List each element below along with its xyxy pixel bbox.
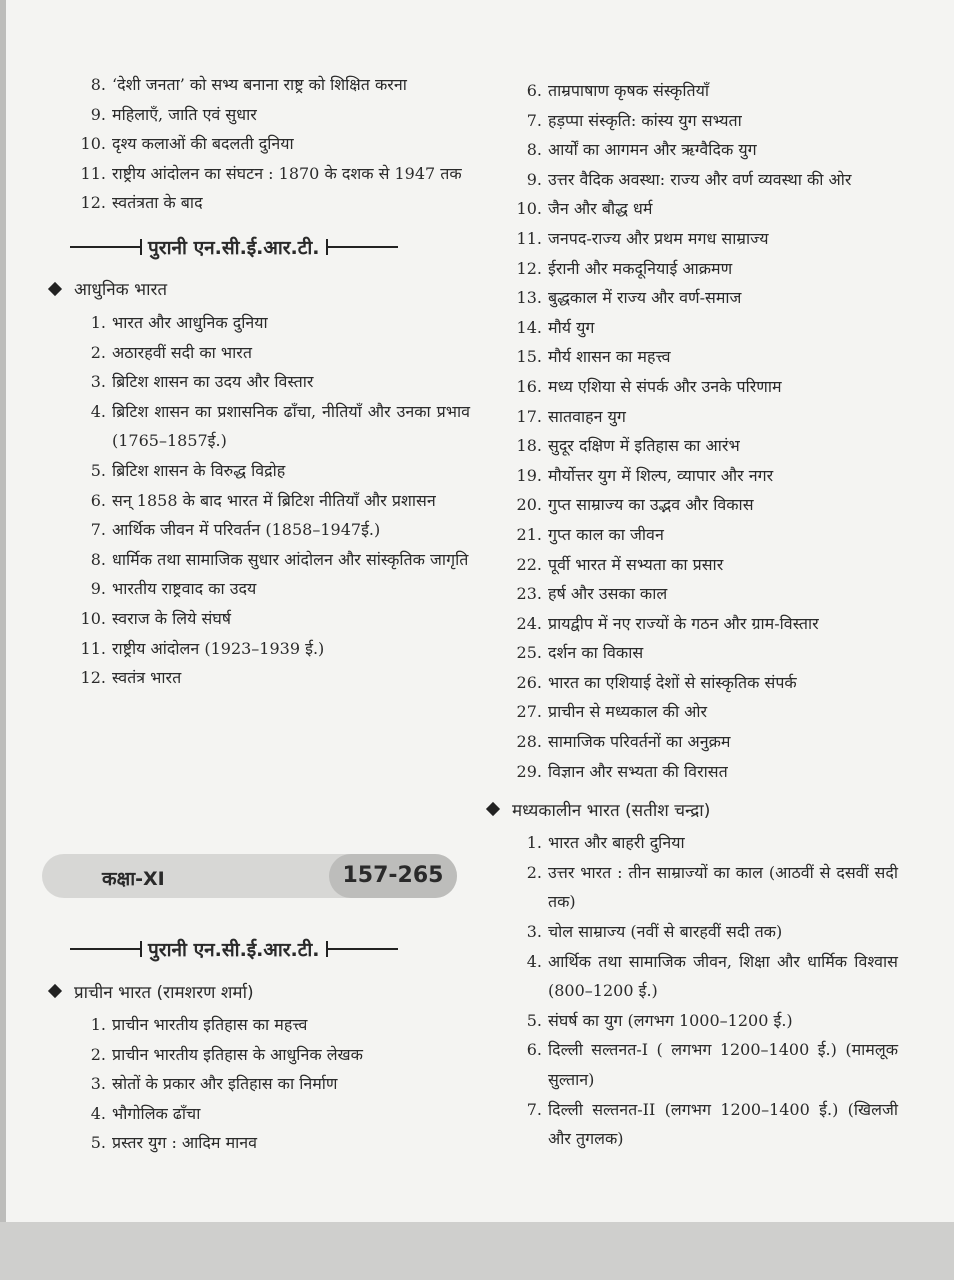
item-number: 11. — [80, 638, 106, 658]
list-item — [508, 947, 898, 1006]
item-number: 12. — [516, 258, 542, 278]
item-text: सामाजिक परिवर्तनों का अनुक्रम — [548, 732, 731, 752]
item-text: स्रोतों के प्रकार और इतिहास का निर्माण — [112, 1074, 338, 1094]
list-item — [508, 106, 898, 136]
item-text: अठारहवीं सदी का भारत — [112, 342, 252, 362]
list-item — [70, 188, 470, 218]
modern-india-list — [70, 308, 470, 693]
item-text: ब्रिटिश शासन का प्रशासनिक ढाँचा, नीतियाँ और उनका प्रभाव (1765–1857ई.) — [112, 401, 470, 451]
item-text: राष्ट्रीय आंदोलन (1923–1939 ई.) — [112, 638, 325, 658]
item-text: उत्तर भारत : तीन साम्राज्यों का काल (आठवीं से दसवीं सदी तक) — [548, 862, 898, 912]
section-header-old-ncert-2 — [70, 932, 470, 966]
heading-text: प्राचीन भारत (रामशरण शर्मा) — [74, 982, 254, 1003]
item-text: आर्थिक जीवन में परिवर्तन (1858–1947ई.) — [112, 520, 381, 540]
item-number: 6. — [526, 81, 542, 100]
item-number: 11. — [80, 163, 106, 183]
list-item — [508, 490, 898, 520]
list-item — [70, 129, 470, 159]
item-text: स्वतंत्र भारत — [112, 668, 182, 688]
page-bottom-background — [0, 1222, 954, 1280]
diamond-bullet-icon — [48, 282, 62, 296]
item-number: 3. — [90, 372, 106, 392]
list-item — [508, 224, 898, 254]
item-number: 3. — [90, 1074, 106, 1094]
list-item — [70, 159, 470, 189]
item-number: 5. — [90, 460, 106, 480]
item-text: हर्ष और उसका काल — [548, 584, 668, 604]
list-item — [508, 254, 898, 284]
item-text: सुदूर दक्षिण में इतिहास का आरंभ — [548, 436, 740, 456]
list-item — [508, 372, 898, 402]
item-text: प्रस्तर युग : आदिम मानव — [112, 1133, 258, 1153]
item-number: 18. — [516, 436, 542, 456]
item-text: स्वराज के लिये संघर्ष — [112, 608, 232, 628]
item-text: मौर्य शासन का महत्त्व — [548, 347, 671, 367]
list-item — [70, 515, 470, 545]
class-label: कक्षा-XI — [102, 868, 165, 890]
diamond-bullet-icon — [48, 984, 62, 998]
item-number: 22. — [516, 554, 542, 574]
item-number: 10. — [516, 199, 542, 219]
item-number: 8. — [526, 140, 542, 160]
list-item — [508, 727, 898, 757]
list-item — [508, 550, 898, 580]
item-number: 5. — [526, 1010, 542, 1030]
list-item — [70, 574, 470, 604]
list-item — [508, 1095, 898, 1154]
item-number: 10. — [80, 134, 106, 154]
heading-text: आधुनिक भारत — [74, 280, 168, 301]
list-item — [508, 135, 898, 165]
list-item — [508, 638, 898, 668]
item-text: दिल्ली सल्तनत-II (लगभग 1200–1400 ई.) (खिलजी और तुगलक) — [548, 1099, 898, 1149]
list-item — [70, 604, 470, 634]
item-number: 8. — [90, 75, 106, 94]
ancient-india-list-continued — [508, 76, 898, 786]
item-text: प्राचीन भारतीय इतिहास का महत्त्व — [112, 1015, 308, 1034]
item-text: स्वतंत्रता के बाद — [112, 193, 203, 213]
item-text: मौर्योत्तर युग में शिल्प, व्यापार और नगर — [548, 465, 774, 485]
item-text: विज्ञान और सभ्यता की विरासत — [548, 761, 728, 781]
item-number: 6. — [526, 1040, 542, 1060]
item-text: आर्थिक तथा सामाजिक जीवन, शिक्षा और धार्मिक विश्वास (800–1200 ई.) — [548, 951, 898, 1001]
item-number: 4. — [90, 401, 106, 421]
section-header-old-ncert-1 — [70, 230, 470, 264]
list-item — [508, 431, 898, 461]
item-text: सन् 1858 के बाद भारत में ब्रिटिश नीतियाँ और प्रशासन — [112, 490, 436, 510]
item-number: 9. — [90, 104, 106, 124]
item-number: 2. — [526, 862, 542, 882]
medieval-india-list — [508, 828, 898, 1154]
item-number: 1. — [90, 312, 106, 332]
item-text: भौगोलिक ढाँचा — [112, 1103, 201, 1123]
list-item — [70, 663, 470, 693]
list-item — [508, 342, 898, 372]
item-number: 13. — [516, 288, 542, 308]
item-text: दिल्ली सल्तनत-I ( लगभग 1200–1400 ई.) (मामलूक सुल्तान) — [548, 1040, 898, 1089]
list-item — [508, 520, 898, 550]
item-number: 15. — [516, 347, 542, 367]
diamond-bullet-icon — [486, 802, 500, 816]
item-number: 12. — [80, 668, 106, 688]
list-item — [70, 1128, 470, 1158]
list-item — [70, 367, 470, 397]
item-number: 2. — [90, 1044, 106, 1064]
ancient-india-list — [70, 1010, 470, 1158]
item-text: ‘देशी जनता’ को सभ्य बनाना राष्ट्र को शिक्षित करना — [112, 75, 407, 94]
item-text: ब्रिटिश शासन का उदय और विस्तार — [112, 372, 314, 392]
page-range-badge: 157-265 — [329, 854, 457, 898]
item-text: ईरानी और मकदूनियाई आक्रमण — [548, 258, 733, 278]
list-item — [508, 757, 898, 787]
item-number: 27. — [516, 702, 542, 722]
item-number: 12. — [80, 193, 106, 213]
item-text: गुप्त काल का जीवन — [548, 524, 664, 544]
item-text: प्राचीन से मध्यकाल की ओर — [548, 702, 708, 722]
item-number: 25. — [516, 643, 542, 663]
list-item — [508, 1006, 898, 1036]
heading-medieval-india — [484, 794, 898, 824]
item-number: 11. — [516, 228, 542, 248]
list-item — [508, 76, 898, 106]
item-text: मध्य एशिया से संपर्क और उनके परिणाम — [548, 376, 782, 396]
item-number: 26. — [516, 672, 542, 692]
item-text: गुप्त साम्राज्य का उद्भव और विकास — [548, 495, 754, 515]
item-number: 14. — [516, 317, 542, 337]
item-text: राष्ट्रीय आंदोलन का संघटन : 1870 के दशक से 1947 तक — [112, 163, 462, 183]
item-text: भारत और बाहरी दुनिया — [548, 833, 685, 853]
item-number: 17. — [516, 406, 542, 426]
right-column — [508, 76, 898, 1154]
section-title: पुरानी एन.सी.ई.आर.टी. — [148, 236, 320, 259]
list-item — [508, 668, 898, 698]
item-number: 9. — [526, 169, 542, 189]
item-number: 5. — [90, 1133, 106, 1153]
item-number: 16. — [516, 376, 542, 396]
list-item — [508, 194, 898, 224]
modern-list-continued — [70, 70, 470, 218]
list-item — [508, 858, 898, 917]
item-text: भारत और आधुनिक दुनिया — [112, 312, 268, 332]
heading-modern-india — [46, 274, 470, 304]
item-number: 23. — [516, 584, 542, 604]
item-number: 10. — [80, 608, 106, 628]
list-item — [70, 70, 470, 100]
list-item — [70, 1069, 470, 1099]
item-text: दर्शन का विकास — [548, 643, 644, 663]
item-number: 24. — [516, 613, 542, 633]
item-number: 8. — [90, 549, 106, 569]
item-number: 7. — [90, 520, 106, 540]
item-text: ताम्रपाषाण कृषक संस्कृतियाँ — [548, 81, 710, 100]
item-number: 20. — [516, 495, 542, 515]
item-number: 29. — [516, 761, 542, 781]
list-item — [70, 338, 470, 368]
item-number: 4. — [90, 1103, 106, 1123]
left-column — [70, 70, 470, 693]
item-number: 21. — [516, 524, 542, 544]
list-item — [508, 402, 898, 432]
item-text: जैन और बौद्ध धर्म — [548, 199, 653, 219]
item-text: महिलाएँ, जाति एवं सुधार — [112, 104, 257, 124]
item-text: दृश्य कलाओं की बदलती दुनिया — [112, 134, 294, 154]
item-number: 7. — [526, 110, 542, 130]
list-item — [508, 697, 898, 727]
item-text: धार्मिक तथा सामाजिक सुधार आंदोलन और सांस्कृतिक जागृति — [112, 549, 469, 569]
item-number: 9. — [90, 579, 106, 599]
list-item — [70, 456, 470, 486]
list-item — [70, 545, 470, 575]
list-item — [508, 579, 898, 609]
class-banner — [42, 854, 457, 898]
heading-ancient-india — [46, 976, 470, 1006]
list-item — [70, 100, 470, 130]
list-item — [70, 397, 470, 456]
item-text: ब्रिटिश शासन के विरुद्ध विद्रोह — [112, 460, 286, 480]
item-number: 19. — [516, 465, 542, 485]
list-item — [508, 461, 898, 491]
item-text: जनपद-राज्य और प्रथम मगध साम्राज्य — [548, 228, 769, 248]
item-number: 6. — [90, 490, 106, 510]
item-text: भारतीय राष्ट्रवाद का उदय — [112, 579, 257, 599]
item-number: 2. — [90, 342, 106, 362]
list-item — [70, 1010, 470, 1040]
item-text: चोल साम्राज्य (नवीं से बारहवीं सदी तक) — [548, 922, 783, 942]
list-item — [70, 1099, 470, 1129]
item-text: भारत का एशियाई देशों से सांस्कृतिक संपर्क — [548, 672, 797, 692]
list-item — [508, 1035, 898, 1094]
section-title: पुरानी एन.सी.ई.आर.टी. — [148, 939, 320, 961]
left-column-lower — [70, 920, 470, 1158]
item-number: 4. — [526, 951, 542, 971]
list-item — [508, 609, 898, 639]
list-item — [508, 917, 898, 947]
item-number: 1. — [90, 1015, 106, 1034]
item-number: 28. — [516, 732, 542, 752]
item-text: मौर्य युग — [548, 317, 595, 337]
item-text: सातवाहन युग — [548, 406, 626, 426]
item-text: उत्तर वैदिक अवस्था: राज्य और वर्ण व्यवस्था की ओर — [548, 169, 852, 189]
item-text: आर्यों का आगमन और ऋग्वैदिक युग — [548, 140, 757, 160]
list-item — [70, 308, 470, 338]
item-text: बुद्धकाल में राज्य और वर्ण-समाज — [548, 288, 742, 308]
list-item — [508, 313, 898, 343]
item-number: 3. — [526, 922, 542, 942]
heading-text: मध्यकालीन भारत (सतीश चन्द्रा) — [512, 800, 711, 821]
item-text: प्राचीन भारतीय इतिहास के आधुनिक लेखक — [112, 1044, 363, 1064]
list-item — [508, 283, 898, 313]
item-text: पूर्वी भारत में सभ्यता का प्रसार — [548, 554, 724, 574]
item-number: 1. — [526, 833, 542, 853]
list-item — [508, 165, 898, 195]
list-item — [70, 634, 470, 664]
list-item — [508, 828, 898, 858]
list-item — [70, 486, 470, 516]
item-text: प्रायद्वीप में नए राज्यों के गठन और ग्राम-विस्तार — [548, 613, 819, 633]
item-text: संघर्ष का युग (लगभग 1000–1200 ई.) — [548, 1010, 793, 1030]
item-text: हड़प्पा संस्कृति: कांस्य युग सभ्यता — [548, 110, 742, 130]
list-item — [70, 1040, 470, 1070]
item-number: 7. — [526, 1099, 542, 1119]
